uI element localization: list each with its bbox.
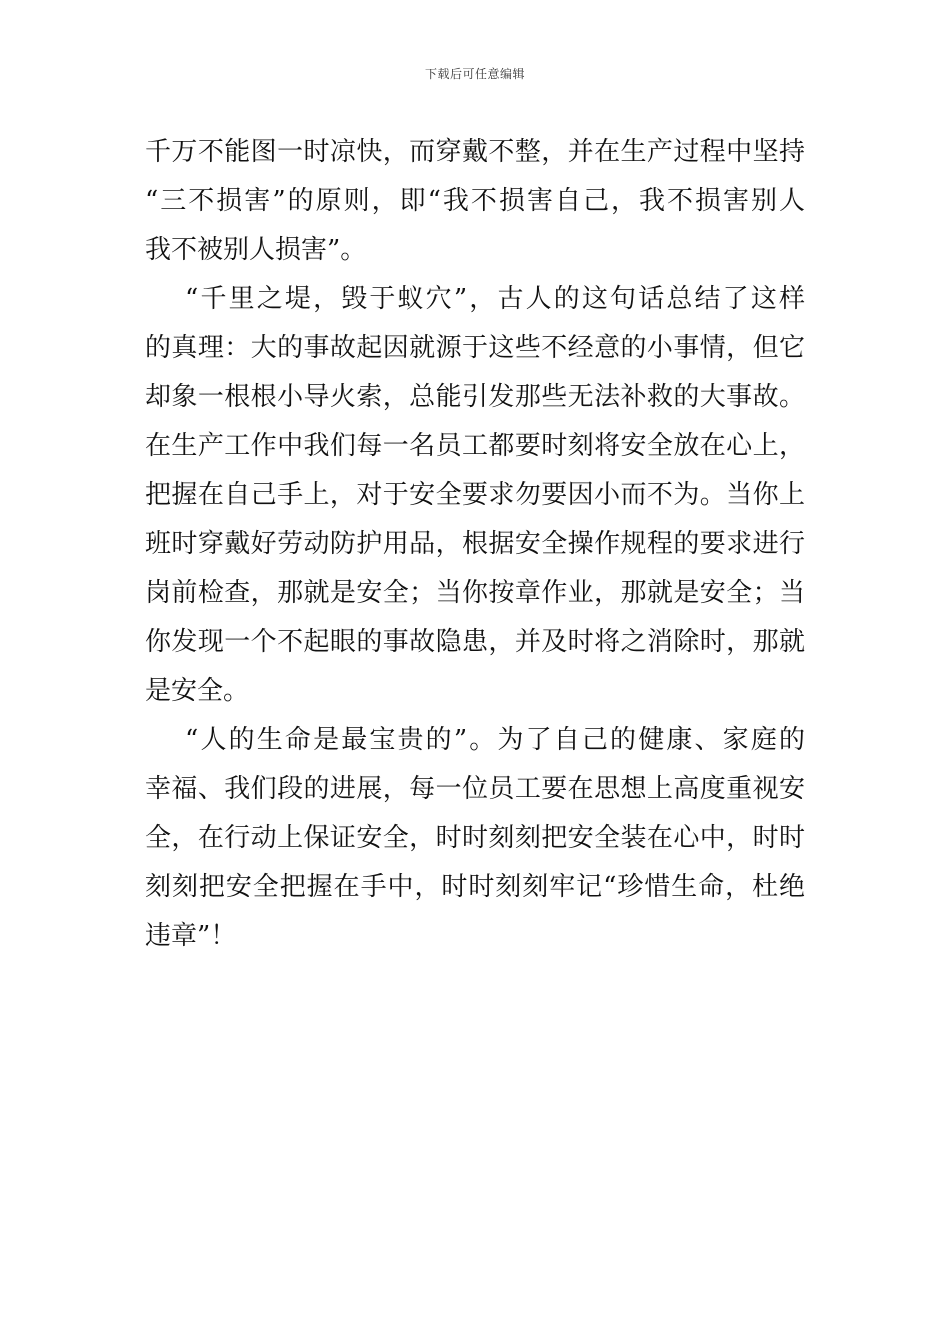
paragraph-3 — [145, 716, 805, 961]
paragraph-1 — [145, 128, 805, 275]
text-line: “人的生命是最宝贵的”。为了自己的健康、家庭的 — [185, 725, 805, 755]
text-line: 在生产工作中我们每一名员工都要时刻将安全放在心上， — [145, 431, 805, 461]
paragraph-2 — [145, 275, 805, 716]
text-line: “千里之堤，毁于蚁穴”，古人的这句话总结了这样 — [185, 284, 805, 314]
text-line: 你发现一个不起眼的事故隐患，并及时将之消除时，那就 — [145, 627, 805, 657]
text-line: 是安全。 — [145, 676, 250, 706]
text-line: 刻刻把安全把握在手中，时时刻刻牢记“珍惜生命，杜绝 — [145, 872, 805, 902]
text-line: 全，在行动上保证安全，时时刻刻把安全装在心中，时时 — [145, 823, 805, 853]
text-line: 的真理：大的事故起因就源于这些不经意的小事情，但它 — [145, 333, 805, 363]
text-line: 把握在自己手上，对于安全要求勿要因小而不为。当你上 — [145, 480, 805, 510]
document-body — [145, 128, 805, 961]
text-line: 我不被别人损害”。 — [145, 235, 367, 265]
text-line: 岗前检查，那就是安全；当你按章作业，那就是安全；当 — [145, 578, 805, 608]
text-line: “三不损害”的原则，即“我不损害自己，我不损害别人 — [145, 186, 805, 216]
page-header: 下载后可任意编辑 — [424, 67, 525, 81]
text-line: 幸福、我们段的进展，每一位员工要在思想上高度重视安 — [145, 774, 805, 804]
text-line: 千万不能图一时凉快，而穿戴不整，并在生产过程中坚持 — [145, 137, 805, 167]
text-line: 班时穿戴好劳动防护用品，根据安全操作规程的要求进行 — [145, 529, 805, 559]
text-line: 却象一根根小导火索，总能引发那些无法补救的大事故。 — [145, 382, 805, 412]
text-line: 违章”！ — [145, 921, 237, 951]
